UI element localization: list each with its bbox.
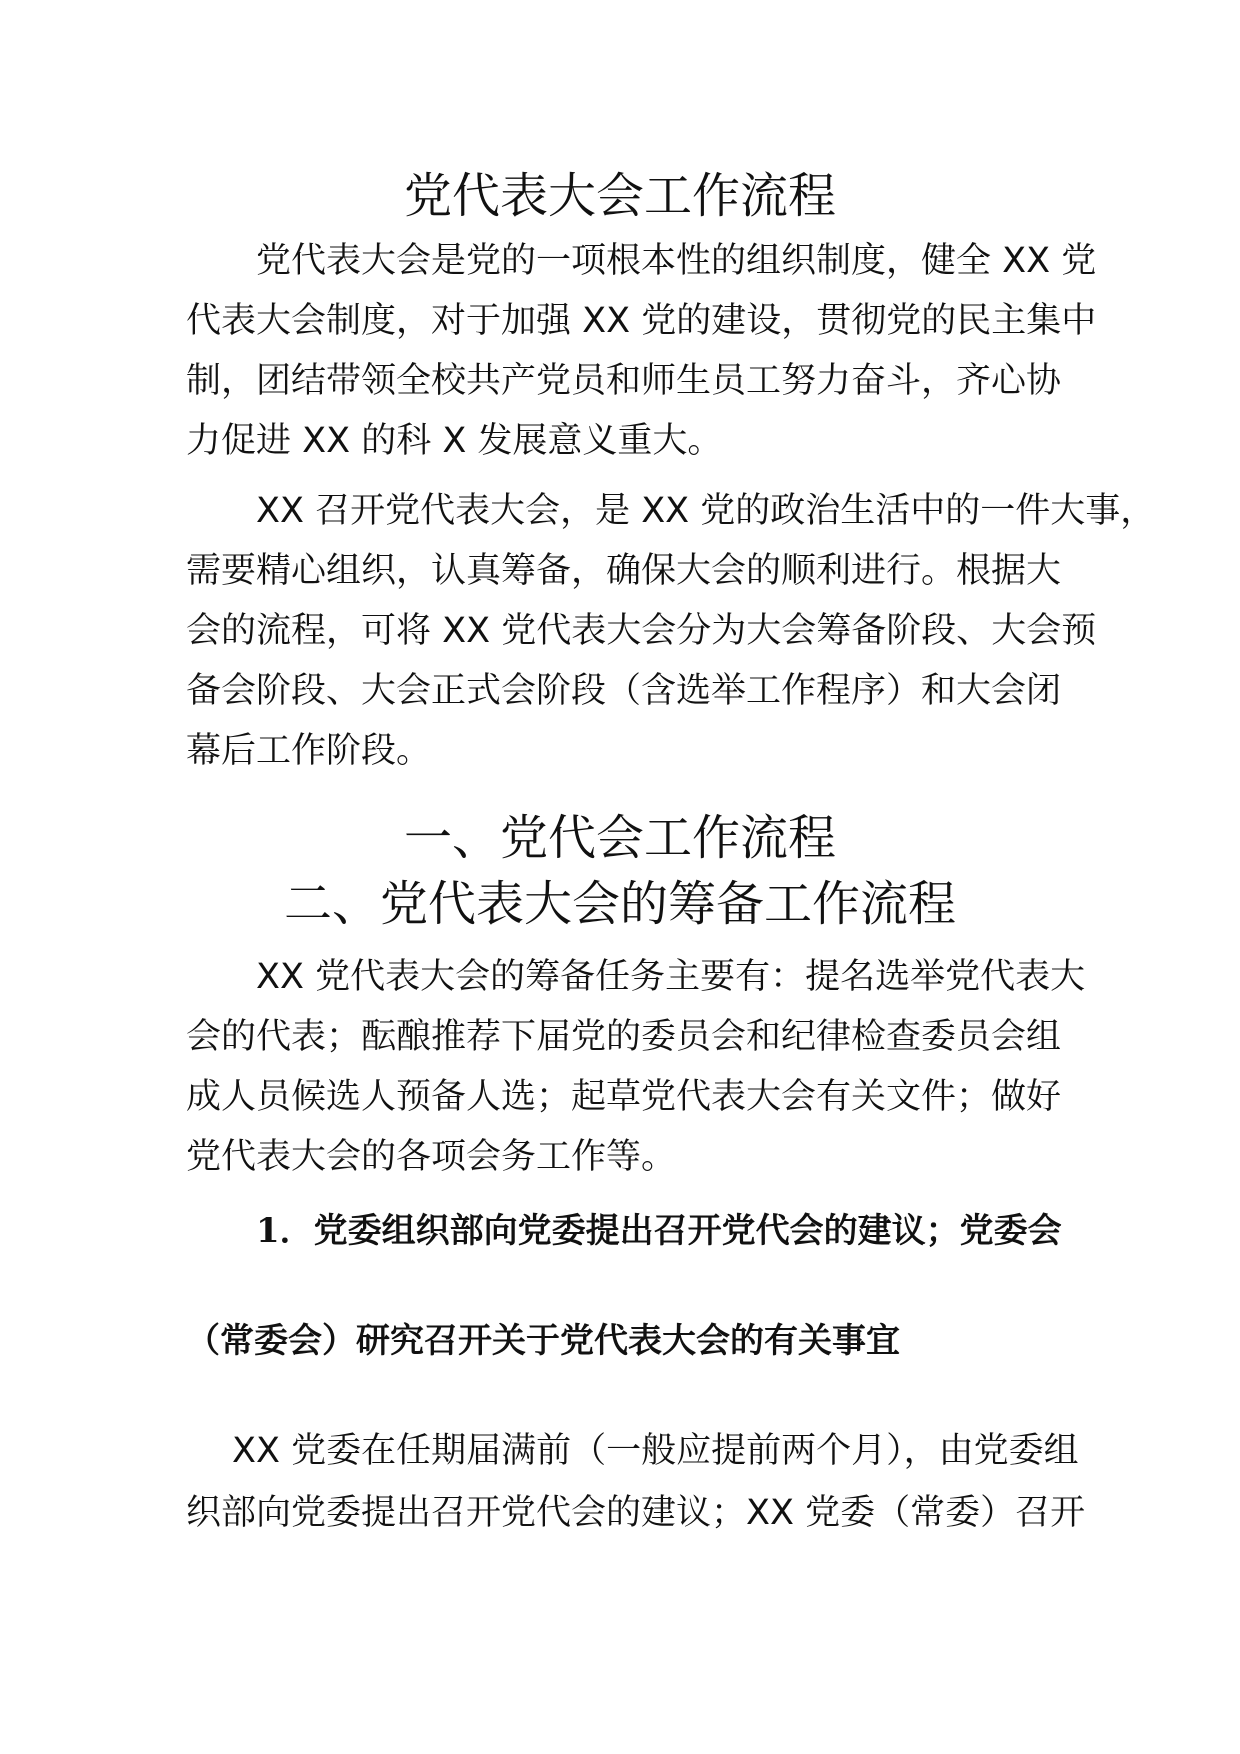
numbered-heading: 1．党委组织部向党委提出召开党代会的建议；党委会 bbox=[256, 1211, 1062, 1251]
section-heading: 二、党代表大会的筹备工作流程 bbox=[283, 876, 956, 932]
paragraph-line: 成人员候选人预备人选；起草党代表大会有关文件；做好 bbox=[186, 1077, 1062, 1117]
paragraph-line: 织部向党委提出召开党代会的建议；XX 党委（常委）召开 bbox=[186, 1493, 1086, 1533]
paragraph-line: 会的代表；酝酿推荐下届党的委员会和纪律检查委员会组 bbox=[186, 1017, 1062, 1057]
paragraph-line: 幕后工作阶段。 bbox=[186, 731, 432, 771]
paragraph-line: XX 召开党代表大会，是 XX 党的政治生活中的一件大事， bbox=[256, 491, 1156, 531]
paragraph-line: 力促进 XX 的科 X 发展意义重大。 bbox=[186, 421, 723, 461]
paragraph-line: 代表大会制度，对于加强 XX 党的建设，贯彻党的民主集中 bbox=[186, 301, 1097, 341]
paragraph-line: XX 党代表大会的筹备任务主要有：提名选举党代表大 bbox=[256, 957, 1086, 997]
paragraph-line: 制，团结带领全校共产党员和师生员工努力奋斗，齐心协 bbox=[186, 361, 1062, 401]
paragraph-line: 党代表大会的各项会务工作等。 bbox=[186, 1137, 677, 1177]
document-title: 党代表大会工作流程 bbox=[403, 168, 836, 224]
numbered-heading: （常委会）研究召开关于党代表大会的有关事宜 bbox=[186, 1321, 900, 1361]
section-heading: 一、党代会工作流程 bbox=[403, 810, 836, 866]
paragraph-line: 党代表大会是党的一项根本性的组织制度，健全 XX 党 bbox=[256, 241, 1097, 281]
paragraph-line: 需要精心组织，认真筹备，确保大会的顺利进行。根据大 bbox=[186, 551, 1062, 591]
paragraph-line: 会的流程，可将 XX 党代表大会分为大会筹备阶段、大会预 bbox=[186, 611, 1097, 651]
paragraph-line: XX 党委在任期届满前（一般应提前两个月），由党委组 bbox=[232, 1431, 1079, 1471]
paragraph-line: 备会阶段、大会正式会阶段（含选举工作程序）和大会闭 bbox=[186, 671, 1062, 711]
